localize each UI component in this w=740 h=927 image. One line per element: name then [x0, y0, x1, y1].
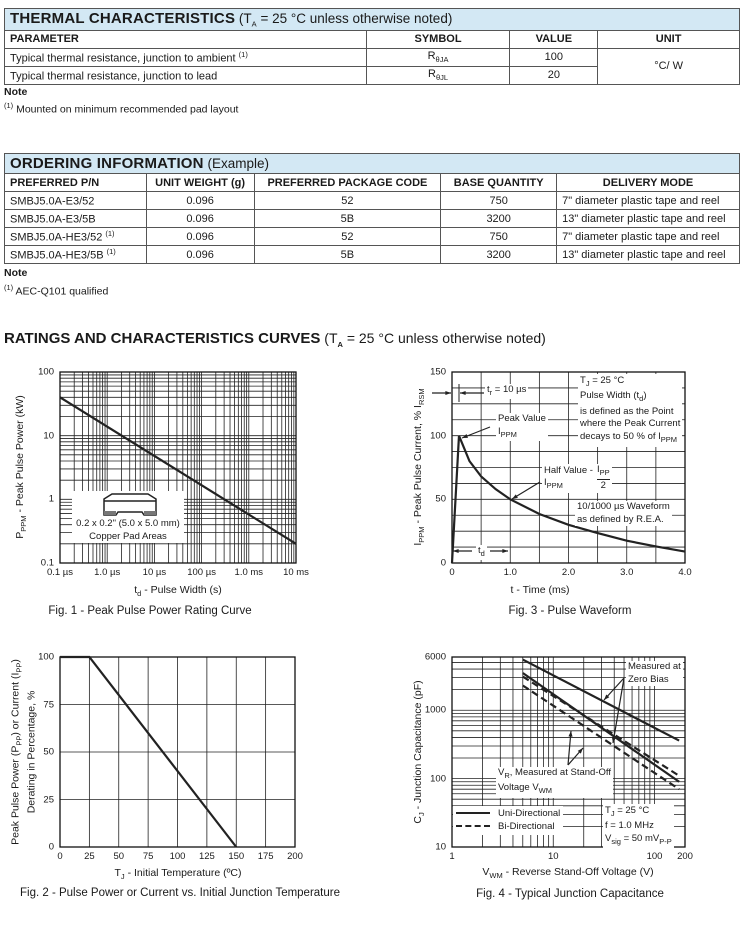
fig1-x-tick-label: 0.1 µs	[46, 567, 74, 578]
fig2-x-tick-label: 125	[198, 851, 215, 862]
thermal-condition: ($T_A = 25$ °C unless otherwise noted)	[238, 11, 453, 29]
fig3-x-tick-label: 1.0	[503, 567, 517, 578]
ordering-subtitle: (Example)	[203, 156, 269, 171]
thermal-note-label: Note	[4, 86, 28, 98]
fig4-condition-note: $T_J = 25$ °C f = 1.0 MHz $V_{sig} = 50$ $mV_{P-P}$	[603, 804, 674, 849]
base-quantity-cell: 3200	[441, 246, 557, 264]
base-quantity-cell: 750	[441, 192, 557, 210]
fig1-y-tick-label: 1	[48, 493, 54, 505]
header-value: VALUE	[510, 30, 598, 48]
delivery-mode-cell: 7" diameter plastic tape and reel	[557, 192, 740, 210]
fig3-xlabel: t - Time (ms)	[510, 584, 570, 596]
pn-cell: SMBJ5.0A-E3/5B	[5, 210, 147, 228]
package-code-cell: 5B	[254, 210, 441, 228]
fig4-standoff-arrow-1-icon-head	[568, 731, 572, 737]
unit-cell: °C/ W	[598, 48, 740, 84]
header-weight: UNIT WEIGHT (g)	[146, 174, 254, 192]
fig3-td-label: $t_d$	[476, 545, 487, 560]
pad-package-icon	[100, 493, 160, 517]
fig2-y-tick-label: 0	[48, 841, 54, 853]
legend-bi: Bi-Directional	[456, 821, 560, 834]
pn-cell: SMBJ5.0A-E3/52	[5, 192, 147, 210]
fig2-y-tick-label: 25	[43, 794, 54, 805]
pn-cell: SMBJ5.0A-HE3/52 $^{(1)}$	[5, 228, 147, 246]
fig4-series-line	[523, 673, 679, 782]
fig4-x-tick-label: 100	[646, 851, 663, 862]
fig1-caption: Fig. 1 - Peak Pulse Power Rating Curve	[48, 605, 252, 617]
fig2-xlabel: $T_J$ - Initial Temperature (ºC)	[114, 867, 242, 882]
fig4-x-tick-label: 200	[677, 851, 693, 862]
fig2-series-line	[60, 657, 236, 847]
fig4-caption: Fig. 4 - Typical Junction Capacitance	[476, 888, 664, 900]
fig4-zero-arrow-1-icon	[604, 678, 624, 700]
header-base-quantity: BASE QUANTITY	[441, 174, 557, 192]
fig2-y-tick-label: 50	[43, 746, 54, 758]
fig3-caption: Fig. 3 - Pulse Waveform	[508, 605, 632, 617]
fig1-y-tick-label: 10	[43, 430, 54, 442]
thermal-footnote: $^{(1)}$ Mounted on minimum recommended pad layout	[4, 101, 239, 116]
fig3-y-tick-label: 50	[435, 493, 446, 505]
fig2-ylabel: Peak Pulse Power $(P_{PP})$ or Current $(I_{PP})$ Derating in Percentage, %	[9, 659, 38, 845]
fig1-xlabel: $t_d$ - Pulse Width (s)	[134, 584, 222, 599]
ordering-note-label: Note	[4, 267, 28, 279]
fig3-tr-arrow-right-icon-head	[460, 391, 466, 395]
fig3-ylabel: $I_{PPM}$ - Peak Pulse Current, % $I_{RSM}$	[411, 388, 427, 546]
fig2-plot-frame	[60, 657, 295, 847]
fig2-x-tick-label: 25	[84, 851, 95, 862]
fig3-peak-arrow-icon-head	[462, 434, 468, 438]
fig3-tr-arrow-left-icon-head	[445, 391, 451, 395]
table-row	[5, 192, 740, 210]
parameter-cell: Typical thermal resistance, junction to ambient $^{(1)}$	[5, 48, 367, 66]
header-package-code: PREFERRED PACKAGE CODE	[254, 174, 441, 192]
fig4-zero-arrow-2-icon	[613, 678, 624, 743]
weight-cell: 0.096	[146, 246, 254, 264]
base-quantity-cell: 3200	[441, 210, 557, 228]
package-code-cell: 5B	[254, 246, 441, 264]
fig4-zero-arrow-1-icon-head	[604, 694, 609, 700]
pn-cell: SMBJ5.0A-HE3/5B $^{(1)}$	[5, 246, 147, 264]
fig3-waveform-note: 10/1000 µs Waveform as defined by R.E.A.	[577, 501, 670, 525]
pad-size-text: 0.2 x 0.2" (5.0 x 5.0 mm)	[76, 518, 180, 529]
header-parameter: PARAMETER	[5, 30, 367, 48]
fig2-x-tick-label: 150	[228, 851, 245, 862]
fig1-x-tick-label: 10 ms	[283, 567, 309, 578]
delivery-mode-cell: 13" diameter plastic tape and reel	[557, 246, 740, 264]
delivery-mode-cell: 7" diameter plastic tape and reel	[557, 228, 740, 246]
fig3-x-tick-label: 3.0	[620, 567, 634, 578]
package-code-cell: 52	[254, 192, 441, 210]
fig3-half-arrow-icon-head	[512, 494, 518, 499]
fig2-y-tick-label: 75	[43, 699, 54, 710]
fig3-condition-note: $T_J = 25$ °C Pulse Width $(t_d)$ is defined as the Point where the Peak Current decays to 50 % of $I_{PPM}$	[578, 374, 682, 447]
fig4-standoff-label: $V_R$, Measured at Stand-Off Voltage $V_{WM}$	[496, 767, 613, 798]
value-cell: 100	[510, 48, 598, 66]
fig4-xlabel: $V_{WM}$ - Reverse Stand-Off Voltage (V)	[482, 866, 654, 881]
fig2-x-tick-label: 200	[287, 851, 303, 862]
fig3-peak-label: Peak Value $I_{PPM}$	[496, 413, 548, 441]
weight-cell: 0.096	[146, 228, 254, 246]
thermal-characteristics-table	[4, 8, 740, 85]
thermal-title-band	[5, 9, 740, 31]
fig4-ylabel: $C_J$ - Junction Capacitance (pF)	[411, 680, 427, 824]
fig3-half-arrow-icon	[512, 482, 540, 499]
fig3-half-value-label: Half Value - $I_{PPM}$ $I_{PP}$ 2	[544, 464, 610, 492]
pad-area-text: Copper Pad Areas	[89, 530, 167, 542]
fig3-y-tick-label: 0	[440, 557, 446, 569]
header-pn: PREFERRED P/N	[5, 174, 147, 192]
parameter-cell: Typical thermal resistance, junction to lead	[5, 66, 367, 84]
fig3-x-tick-label: 4.0	[678, 567, 692, 578]
ordering-title: ORDERING INFORMATION	[10, 155, 204, 172]
ordering-information-table	[4, 153, 740, 264]
curves-section-title: RATINGS AND CHARACTERISTICS CURVES ($T_A = 25$ °C unless otherwise noted)	[4, 330, 546, 349]
fig1-y-tick-label: 100	[38, 366, 54, 378]
legend-uni: Uni-Directional	[456, 808, 560, 821]
fig3-x-tick-label: 2.0	[561, 567, 576, 578]
fig1-x-tick-label: 1.0 ms	[234, 567, 264, 578]
fig4-y-tick-label: 10	[435, 841, 446, 853]
table-row	[5, 246, 740, 264]
fig3-rise-time: $t_r = 10$ µs	[485, 384, 528, 399]
ordering-header-row	[5, 174, 740, 192]
fig2-x-tick-label: 175	[257, 851, 274, 862]
fig4-zero-bias-label: Measured at Zero Bias	[628, 661, 681, 685]
thermal-header-row	[5, 30, 740, 48]
header-symbol: SYMBOL	[366, 30, 510, 48]
fig2-x-tick-label: 50	[113, 851, 125, 862]
fig3-x-tick-label: 0	[449, 567, 455, 578]
fig1-x-tick-label: 100 µs	[187, 567, 216, 578]
fig4-x-tick-label: 1	[449, 851, 455, 862]
delivery-mode-cell: 13" diameter plastic tape and reel	[557, 210, 740, 228]
fig4-zero-arrow-2-icon-head	[612, 737, 616, 743]
ordering-title-band	[5, 154, 740, 174]
header-delivery-mode: DELIVERY MODE	[557, 174, 740, 192]
fig3-y-tick-label: 150	[430, 366, 446, 378]
fig4-standoff-arrow-2-icon-head	[578, 748, 583, 754]
weight-cell: 0.096	[146, 210, 254, 228]
fig3-series-line	[452, 436, 685, 563]
package-code-cell: 52	[254, 228, 441, 246]
thermal-title: THERMAL CHARACTERISTICS	[10, 10, 236, 27]
fig3-td-arrow-right-icon-head	[502, 549, 508, 553]
base-quantity-cell: 750	[441, 228, 557, 246]
symbol-cell: $R_{\theta JL}$	[366, 66, 510, 84]
fig1-pad-inset	[72, 491, 184, 543]
table-row	[5, 228, 740, 246]
fig4-legend	[453, 806, 563, 835]
fig4-y-tick-label: 6000	[424, 651, 446, 663]
header-unit: UNIT	[598, 30, 740, 48]
fig2-y-tick-label: 100	[38, 651, 54, 663]
fig1-x-tick-label: 10 µs	[142, 567, 167, 578]
fig2-x-tick-label: 100	[169, 851, 186, 862]
symbol-cell: $R_{\theta JA}$	[366, 48, 510, 66]
fig4-y-tick-label: 1000	[424, 704, 446, 716]
table-row	[5, 48, 740, 66]
fig2-caption: Fig. 2 - Pulse Power or Current vs. Initial Junction Temperature	[19, 887, 341, 899]
fig1-ylabel: $P_{PPM}$ - Peak Pulse Power (kW)	[13, 395, 29, 539]
weight-cell: 0.096	[146, 192, 254, 210]
fig1-y-tick-label: 0.1	[40, 557, 54, 569]
ordering-footnote: $^{(1)}$ AEC-Q101 qualified	[4, 283, 109, 298]
fig2-x-tick-label: 75	[142, 851, 154, 862]
fig4-x-tick-label: 10	[547, 851, 559, 862]
fig3-td-arrow-left-icon-head	[453, 549, 459, 553]
fig3-peak-arrow-icon	[462, 427, 490, 438]
table-row	[5, 210, 740, 228]
value-cell: 20	[510, 66, 598, 84]
fig4-standoff-arrow-2-icon	[568, 748, 583, 765]
fig4-series-line	[523, 677, 679, 776]
fig3-y-tick-label: 100	[430, 430, 446, 442]
fig4-standoff-arrow-1-icon	[568, 731, 571, 765]
fig4-y-tick-label: 100	[430, 773, 446, 785]
fig2-x-tick-label: 0	[57, 851, 63, 862]
fig1-x-tick-label: 1.0 µs	[94, 567, 121, 578]
